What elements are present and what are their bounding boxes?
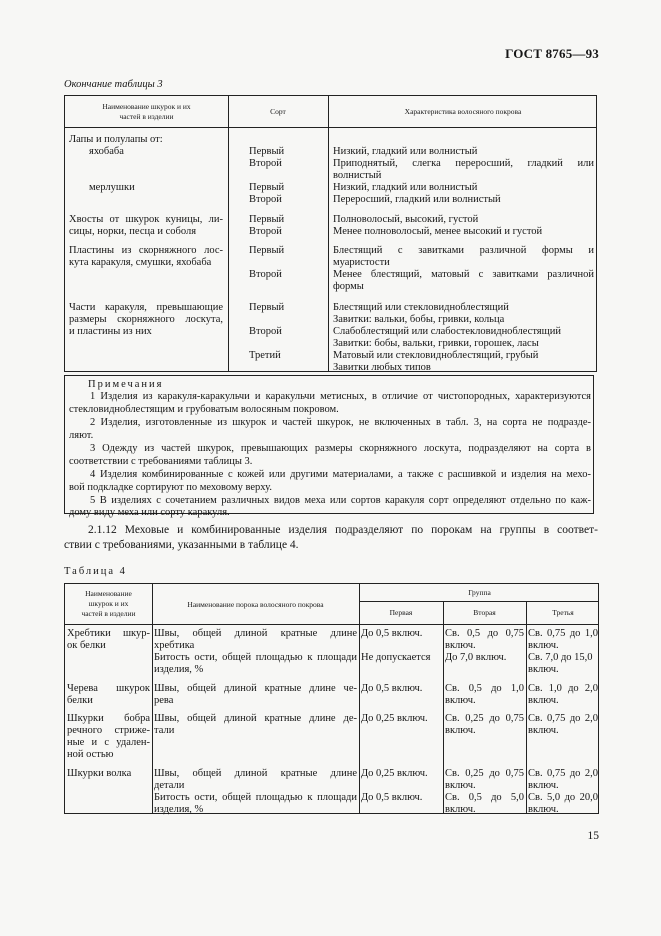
table4-defect-cell: детали — [154, 780, 185, 791]
table4-defect-cell: тали — [154, 725, 175, 736]
table4-header-name: Наименование шкурок и их частей в изделии — [81, 589, 136, 618]
table4-g3-cell: включ. — [528, 725, 559, 736]
table4-g3-cell: Св. 5,0 до 20,0 — [528, 792, 598, 803]
table4-defect-cell: Швы, общей длиной кратные длине де- — [154, 713, 357, 724]
table4-g2-cell: включ. — [445, 780, 476, 791]
table3-desc-cell: муаристости — [333, 257, 390, 268]
table4-g3-cell: Св. 1,0 до 2,0 — [528, 683, 598, 694]
table4-g2-cell: включ. — [445, 695, 476, 706]
table4-g1-cell: До 0,5 включ. — [361, 683, 423, 694]
table3-name-cell: мерлушки — [89, 182, 135, 193]
paragraph-line-1: 2.1.12 Меховые и комбинированные изделия подразделяют по порокам на группы в соответ- — [88, 524, 598, 536]
table4-g2-cell: Св. 0,5 до 0,75 — [445, 628, 524, 639]
note-line: 3 Одежду из частей шкурок, превышающих размеры скорняжного лоскута, подразделяют на сорта в — [90, 443, 591, 454]
table3-sort-cell: Первый — [249, 302, 285, 313]
table4-g1-cell: До 0,5 включ. — [361, 628, 423, 639]
table4-defect-cell: Швы, общей длиной кратные длине че- — [154, 683, 357, 694]
table3-caption: Окончание таблицы 3 — [64, 79, 163, 90]
table3-sort-cell: Первый — [249, 214, 285, 225]
table3-desc-cell: Завитки: вальки, бобы, гривки, кольца — [333, 314, 505, 325]
standard-number: ГОСТ 8765—93 — [505, 46, 599, 61]
table3-desc-cell: Слабоблестящий или слабостекловидноблестящий — [333, 326, 561, 337]
notes-title: Примечания — [88, 379, 164, 390]
table3-desc-cell: Блестящий с завитками различной формы и — [333, 245, 594, 256]
table3-desc-cell: формы — [333, 281, 364, 292]
table4-name-cell: речного стриже- — [67, 725, 150, 736]
table3-sort-cell: Первый — [249, 182, 285, 193]
table4-g1-cell: Не допускается — [361, 652, 431, 663]
table4-g2-cell: Св. 0,5 до 1,0 — [445, 683, 524, 694]
note-line: ляют. — [69, 430, 94, 441]
table4-defect-cell: рева — [154, 695, 174, 706]
table4-g3-cell: включ. — [528, 640, 559, 651]
table4-g3-cell: Св. 0,75 до 2,0 — [528, 768, 598, 779]
table3-name-cell: сицы, норки, песца и соболя — [69, 226, 197, 237]
table4-g2-cell: включ. — [445, 725, 476, 736]
table3-desc-cell: Приподнятый, слегка переросший, гладкий или — [333, 158, 594, 169]
table3-header-sort: Сорт — [270, 107, 286, 116]
table4-g2-cell: Св. 0,25 до 0,75 — [445, 713, 524, 724]
table3-name-cell: Лапы и полулапы от: — [69, 134, 163, 145]
table3-name-cell: Хвосты от шкурок куницы, ли- — [69, 214, 223, 225]
table3-desc-cell: Низкий, гладкий или волнистый — [333, 146, 478, 157]
table3-name-cell: кута каракуля, смушки, яхобаба — [69, 257, 212, 268]
note-line: 4 Изделия комбинированные с кожей или другими материалами, а также с расшивкой и изделия на мехо- — [90, 469, 591, 480]
paragraph-line-2: ствии с требованиями, указанными в таблице 4. — [64, 539, 299, 551]
note-line: 2 Изделия, изготовленные из шкурок и частей шкурок, не включенных в табл. 3, на сорта не подразде- — [90, 417, 591, 428]
note-line: соответствии с требованиями таблицы 3. — [69, 456, 253, 467]
table3-name-cell: Части каракуля, превышающие — [69, 302, 223, 313]
table3-desc-cell: Блестящий или стекловидноблестящий — [333, 302, 509, 313]
table3-name-cell: и пластины из них — [69, 326, 152, 337]
table4-defect-cell: хребтика — [154, 640, 195, 651]
table3-desc-cell: Низкий, гладкий или волнистый — [333, 182, 478, 193]
table3-name-cell: Пластины из скорняжного лос- — [69, 245, 223, 256]
table4-name-cell: ной остью — [67, 749, 114, 760]
table4-name-cell: белки — [67, 695, 93, 706]
table4-defect-cell: Швы, общей длиной кратные длине — [154, 628, 357, 639]
table4-defect-cell: Битость ости, общей площадью к площади — [154, 652, 357, 663]
note-line: дому виду меха или сорту каракуля. — [69, 507, 230, 518]
table4-header-defect: Наименование порока волосяного покрова — [187, 600, 324, 609]
table4-defect-cell: Битость ости, общей площадью к площади — [154, 792, 357, 803]
table3-name-cell: яхобаба — [89, 146, 124, 157]
table4-title: Таблица 4 — [64, 566, 127, 577]
table4-g2-cell: включ. — [445, 640, 476, 651]
table3-sort-cell: Второй — [249, 326, 282, 337]
table3-desc-cell: Переросший, гладкий или волнистый — [333, 194, 501, 205]
table3-desc-cell: Менее полноволосый, менее высокий и густой — [333, 226, 543, 237]
table4-g3-cell: включ. — [528, 780, 559, 791]
table4-g3-cell: включ. — [528, 695, 559, 706]
table4-g3-cell: включ. — [528, 664, 559, 675]
table4-defect-cell: изделия, % — [154, 804, 204, 815]
table3-sort-cell: Второй — [249, 194, 282, 205]
table4-g1-cell: До 0,5 включ. — [361, 792, 423, 803]
table4-header-g3: Третья — [552, 608, 574, 617]
table4-g1-cell: До 0,25 включ. — [361, 768, 428, 779]
table4-name-cell: ок белки — [67, 640, 106, 651]
table4-g3-cell: Св. 0,75 до 2,0 — [528, 713, 598, 724]
table3-desc-cell: волнистый — [333, 170, 382, 181]
notes-box — [64, 375, 594, 518]
table3-sort-cell: Третий — [249, 350, 281, 361]
table4-g2-cell: До 7,0 включ. — [445, 652, 507, 663]
note-line: 5 В изделиях с сочетанием различных видов меха или сортов каракуля сорт определяют отдельно по каж- — [90, 495, 591, 506]
table3 — [64, 95, 597, 372]
table3-desc-cell: Матовый или стекловидноблестящий, грубый — [333, 350, 539, 361]
table3-desc-cell: Завитки: бобы, вальки, гривки, горошек, ласы — [333, 338, 539, 349]
table4 — [64, 583, 599, 814]
page-number: 15 — [587, 830, 599, 842]
table4-g1-cell: До 0,25 включ. — [361, 713, 428, 724]
table4-name-cell: Шкурки волка — [67, 768, 132, 779]
table4-name-cell: Шкурки бобра — [67, 713, 150, 724]
table4-name-cell: Черева шкурок — [67, 683, 150, 694]
table4-header-group: Группа — [468, 588, 491, 597]
table4-name-cell: Хребтики шкур- — [67, 628, 150, 639]
table3-header-name: Наименование шкурок и их частей в изделии — [102, 102, 191, 121]
table3-desc-cell: Завитки любых типов — [333, 362, 431, 373]
table4-g3-cell: включ. — [528, 804, 559, 815]
note-line: 1 Изделия из каракуля-каракульчи и каракульчи метисных, в отличие от чистопородных, характеризуются — [90, 391, 591, 402]
table4-defect-cell: изделия, % — [154, 664, 204, 675]
table4-name-cell: ные и с удален- — [67, 737, 150, 748]
table3-desc-cell: Менее блестящий, матовый с завитками различной — [333, 269, 594, 280]
table4-g3-cell: Св. 0,75 до 1,0 — [528, 628, 598, 639]
table4-g2-cell: Св. 0,25 до 0,75 — [445, 768, 524, 779]
table4-header-g2: Вторая — [473, 608, 496, 617]
table3-sort-cell: Второй — [249, 226, 282, 237]
table4-defect-cell: Швы, общей длиной кратные длине — [154, 768, 357, 779]
table3-sort-cell: Первый — [249, 146, 285, 157]
table3-name-cell: размеры скорняжного лоскута, — [69, 314, 223, 325]
table3-desc-cell: Полноволосый, высокий, густой — [333, 214, 479, 225]
table4-g2-cell: Св. 0,5 до 5,0 — [445, 792, 524, 803]
table4-header-g1: Первая — [389, 608, 413, 617]
table3-sort-cell: Второй — [249, 269, 282, 280]
note-line: вой подкладке сортируют по меховому верху. — [69, 482, 272, 493]
note-line: стекловидноблестящим и грубоватым волосяным покровом. — [69, 404, 339, 415]
table4-g2-cell: включ. — [445, 804, 476, 815]
table3-header-desc: Характеристика волосяного покрова — [404, 107, 522, 116]
table3-sort-cell: Второй — [249, 158, 282, 169]
table4-g3-cell: Св. 7,0 до 15,0 — [528, 652, 593, 663]
table3-sort-cell: Первый — [249, 245, 285, 256]
